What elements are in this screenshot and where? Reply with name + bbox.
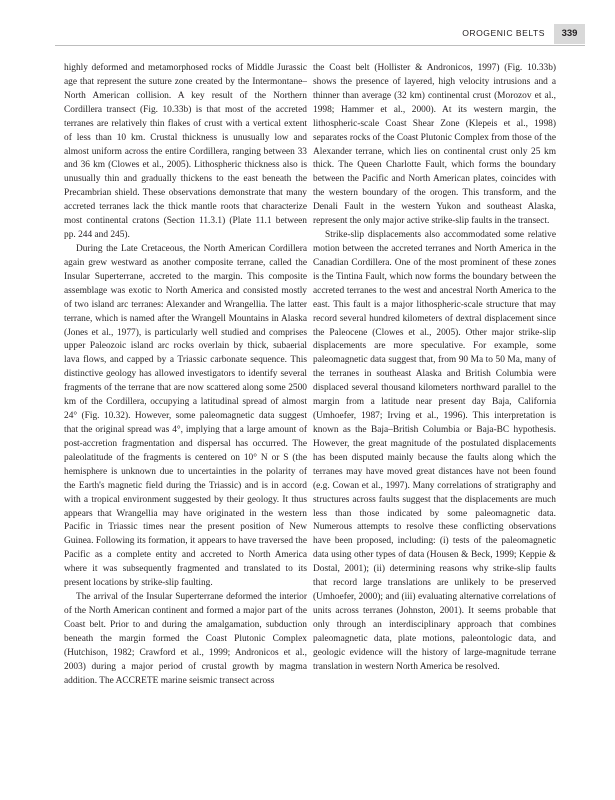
right-paragraph-2: Strike-slip displacements also accommodated some relative motion between the accreted terranes and North America in the Canadian Cordillera. One of the most prominent of these zones is the Tintina Fault, which now forms the boundary between the accreted terranes to the west and ancestral North America to the east. This fault is a major lithospheric-scale structure that may record several hundred kilometers of dextral displacement since the Paleocene (Clowes et al., 2005). Other major strike-slip displacements are more speculative. For example, some paleomagnetic data suggest that, from 90 Ma to 50 Ma, many of the terranes in southeast Alaska and British Columbia were displaced several thousand kilometers northward parallel to the margin from a latitude near present day Baja, California (Umhoefer, 1987; Irving et al., 1996). This interpretation is known as the Baja–British Columbia or Baja-BC hypothesis. However, the great magnitude of the postulated displacements has been disputed mainly because the faults along which the terranes may have moved great distances have not been found (e.g. Cowan et al., 1997). Many correlations of stratigraphy and structures across faults suggest that the displacements are much less than those indicated by some paleomagnetic data. Numerous attempts to resolve these conflicting observations have been proposed, including: (i) tests of the paleomagnetic data using other types of data (Housen & Beck, 1999; Keppie & Dostal, 2001); (ii) determining reasons why strike-slip faults that record large translations are unlikely to be preserved (Umhoefer, 2000); and (iii) evaluating alternative correlations of units across terranes (Johnston, 2001). It seems probable that only through an interdisciplinary approach that combines paleomagnetic data, plate motions, paleontologic data, and geologic evidence will the history of large-magnitude terrane translation in western North America be resolved. — [313, 230, 556, 672]
page-number: 339 — [554, 24, 585, 44]
left-paragraph-2: During the Late Cretaceous, the North American Cordillera again grew westward as another composite terrane, called the Insular Superterrane, accreted to the margin. This composite assemblage was exotic to North America and consisted mostly of two island arc terranes: Alexander and Wrangellia. The latter terrane, which is named after the Wrangell Mountains in Alaska (Jones et al., 1977), is particularly well studied and comprises upper Paleozoic island arc rocks overlain by thick, subaerial lava flows, and capped by a Triassic carbonate sequence. This distinctive geology has allowed investigators to identify several fragments of the terrane that are now scattered along some 2500 km of the Cordillera, occupying a latitudinal spread of almost 24° (Fig. 10.32). However, some paleomagnetic data suggest that the original spread was 4°, implying that a large amount of post-accretion fragmentation and dispersal has occurred. The paleolatitude of the fragments is centered on 10° N or S (the hemisphere is unknown due to uncertainties in the polarity of the Earth's magnetic field during the Triassic) and is in accord with a tropical environment suggested by their geology. It thus appears that Wrangellia may have originated in the western Pacific in Triassic times near the present position of New Guinea. Following its formation, it appears to have traversed the Pacific as a complete entity and accreted to North America where it was subsequently fragmented and translated to its present locations by strike-slip faulting. — [64, 243, 307, 589]
header-divider — [55, 45, 585, 46]
left-paragraph-1: highly deformed and metamorphosed rocks of Middle Jurassic age that represent the suture zone created by the Intermontane–North American collision. A key result of the Northern Cordillera transect (Fig. 10.33b) is that most of the accreted terranes are relatively thin flakes of crust with a vertical extent of less than 10 km. Crustal thickness is unusually low and almost uniform across the entire Cordillera, ranging between 33 and 36 km (Clowes et al., 2005). Lithospheric thickness also is unusually thin and gradually thickens to the east beneath the Precambrian shield. These observations demonstrate that many accreted terranes lack the thick mantle roots that characterize most continental cratons (Section 11.3.1) (Plate 11.1 between pp. 244 and 245). — [64, 63, 307, 241]
page-header — [0, 24, 615, 46]
running-title: OROGENIC BELTS — [462, 28, 545, 38]
left-paragraph-3: The arrival of the Insular Superterrane deformed the interior of the North American continent and formed a major part of the Coast belt. Prior to and during the amalgamation, subduction beneath the margin formed the Coast Plutonic Complex (Hutchison, 1982; Crawford et al., 1999; Andronicos et al., 2003) during a major period of crustal growth by magma addition. The ACCRETE marine seismic transect across — [64, 592, 307, 686]
right-paragraph-1: the Coast belt (Hollister & Andronicos, 1997) (Fig. 10.33b) shows the presence of layered, high velocity intrusions and a thinner than average (32 km) continental crust (Morozov et al., 1998; Hammer et al., 2000). At its western margin, the lithospheric-scale Coast Shear Zone (Klepeis et al., 1998) separates rocks of the Coast Plutonic Complex from those of the Alexander terrane, which lies on continental crust only 25 km thick. The Queen Charlotte Fault, which forms the boundary between the Pacific and North American plates, coincides with the western boundary of the orogen. This transform, and the Denali Fault in the western Yukon and southeast Alaska, represent the only major active strike-slip faults in the transect. — [313, 63, 556, 227]
left-column — [64, 62, 307, 688]
right-column — [313, 62, 556, 675]
